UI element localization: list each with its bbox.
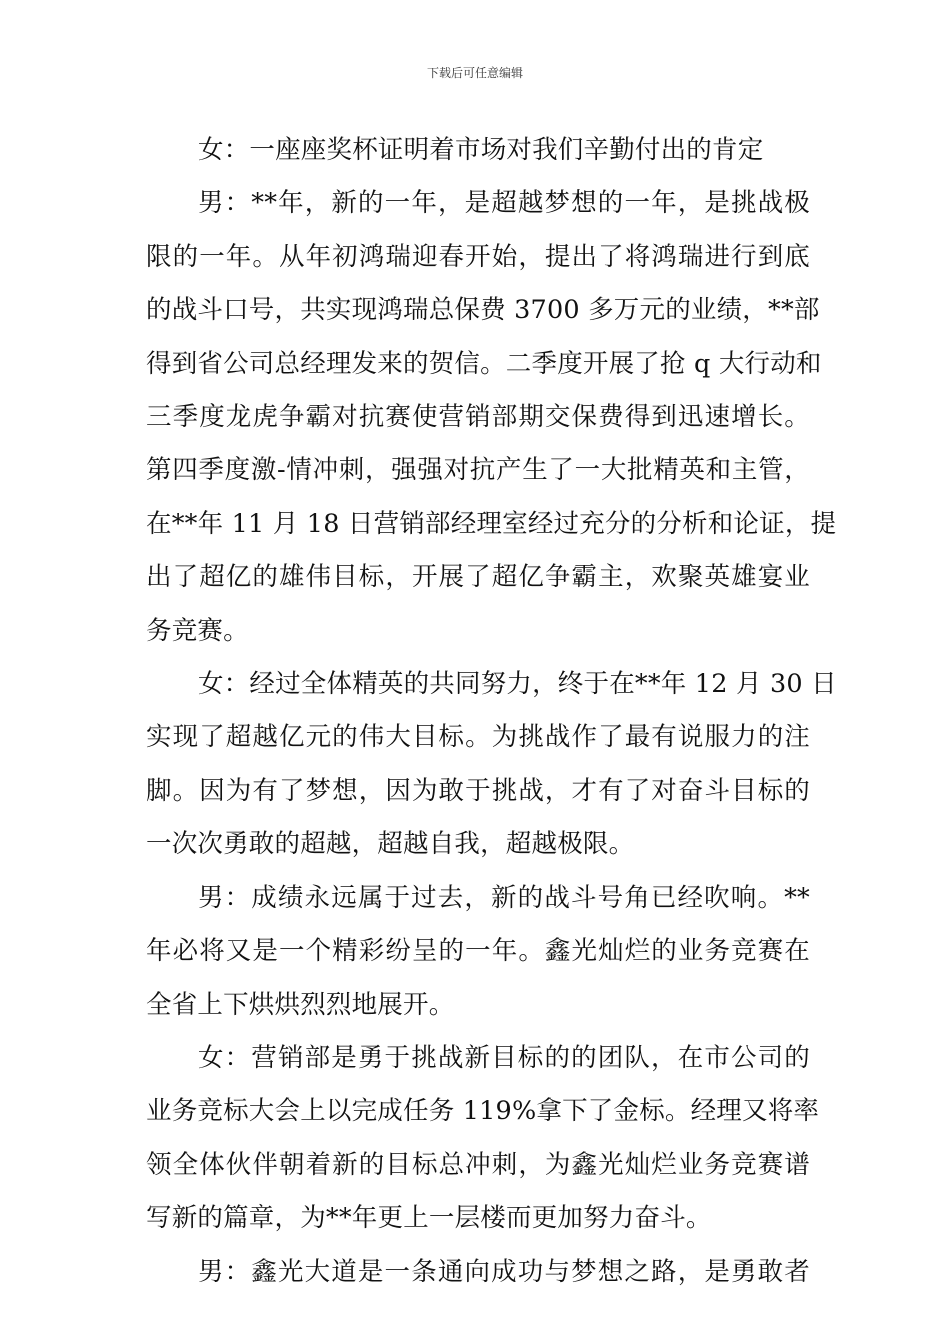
- text-line: 女：经过全体精英的共同努力，终于在**年 12 月 30 日: [198, 669, 837, 700]
- paragraph: [146, 124, 810, 177]
- text-line: 女：一座座奖杯证明着市场对我们辛勤付出的肯定: [198, 135, 764, 165]
- text-line: 三季度龙虎争霸对抗赛使营销部期交保费得到迅速增长。: [146, 402, 810, 433]
- text-line: 领全体伙伴朝着新的目标总冲刺，为鑫光灿烂业务竞赛谱: [146, 1149, 810, 1180]
- paragraph: [146, 1032, 820, 1246]
- text-line: 实现了超越亿元的伟大目标。为挑战作了最有说服力的注: [146, 722, 810, 753]
- text-line: 全省上下烘烘烈烈地展开。: [146, 989, 455, 1020]
- document-body: [146, 124, 837, 1299]
- text-line: 务竞赛。: [146, 615, 249, 646]
- text-line: 年必将又是一个精彩纷呈的一年。鑫光灿烂的业务竞赛在: [146, 936, 810, 967]
- text-line: 出了超亿的雄伟目标，开展了超亿争霸主，欢聚英雄宴业: [146, 562, 810, 593]
- page-header: 下载后可任意编辑: [426, 66, 523, 80]
- text-line: 男：**年，新的一年，是超越梦想的一年，是挑战极: [198, 188, 810, 219]
- text-line: 的战斗口号，共实现鸿瑞总保费 3700 多万元的业绩，**部: [146, 295, 820, 326]
- text-line: 限的一年。从年初鸿瑞迎春开始，提出了将鸿瑞进行到底: [146, 241, 810, 272]
- paragraph: [146, 177, 837, 658]
- text-line: 在**年 11 月 18 日营销部经理室经过充分的分析和论证，提: [146, 508, 837, 539]
- paragraph: [146, 658, 837, 872]
- text-line: 业务竞标大会上以完成任务 119%拿下了金标。经理又将率: [146, 1096, 820, 1127]
- text-line: 写新的篇章，为**年更上一层楼而更加努力奋斗。: [146, 1203, 712, 1234]
- text-line: 得到省公司总经理发来的贺信。二季度开展了抢 q 大行动和: [146, 348, 822, 379]
- text-line: 一次次勇敢的超越，超越自我，超越极限。: [146, 829, 635, 860]
- text-line: 男：成绩永远属于过去，新的战斗号角已经吹响。**: [198, 882, 810, 913]
- text-line: 脚。因为有了梦想，因为敢于挑战，才有了对奋斗目标的: [146, 775, 810, 806]
- paragraph: [146, 1246, 810, 1299]
- text-line: 男：鑫光大道是一条通向成功与梦想之路，是勇敢者: [198, 1256, 810, 1287]
- text-line: 第四季度激-情冲刺，强强对抗产生了一大批精英和主管，: [146, 455, 810, 486]
- paragraph: [146, 872, 810, 1032]
- text-line: 女：营销部是勇于挑战新目标的的团队，在市公司的: [198, 1042, 810, 1073]
